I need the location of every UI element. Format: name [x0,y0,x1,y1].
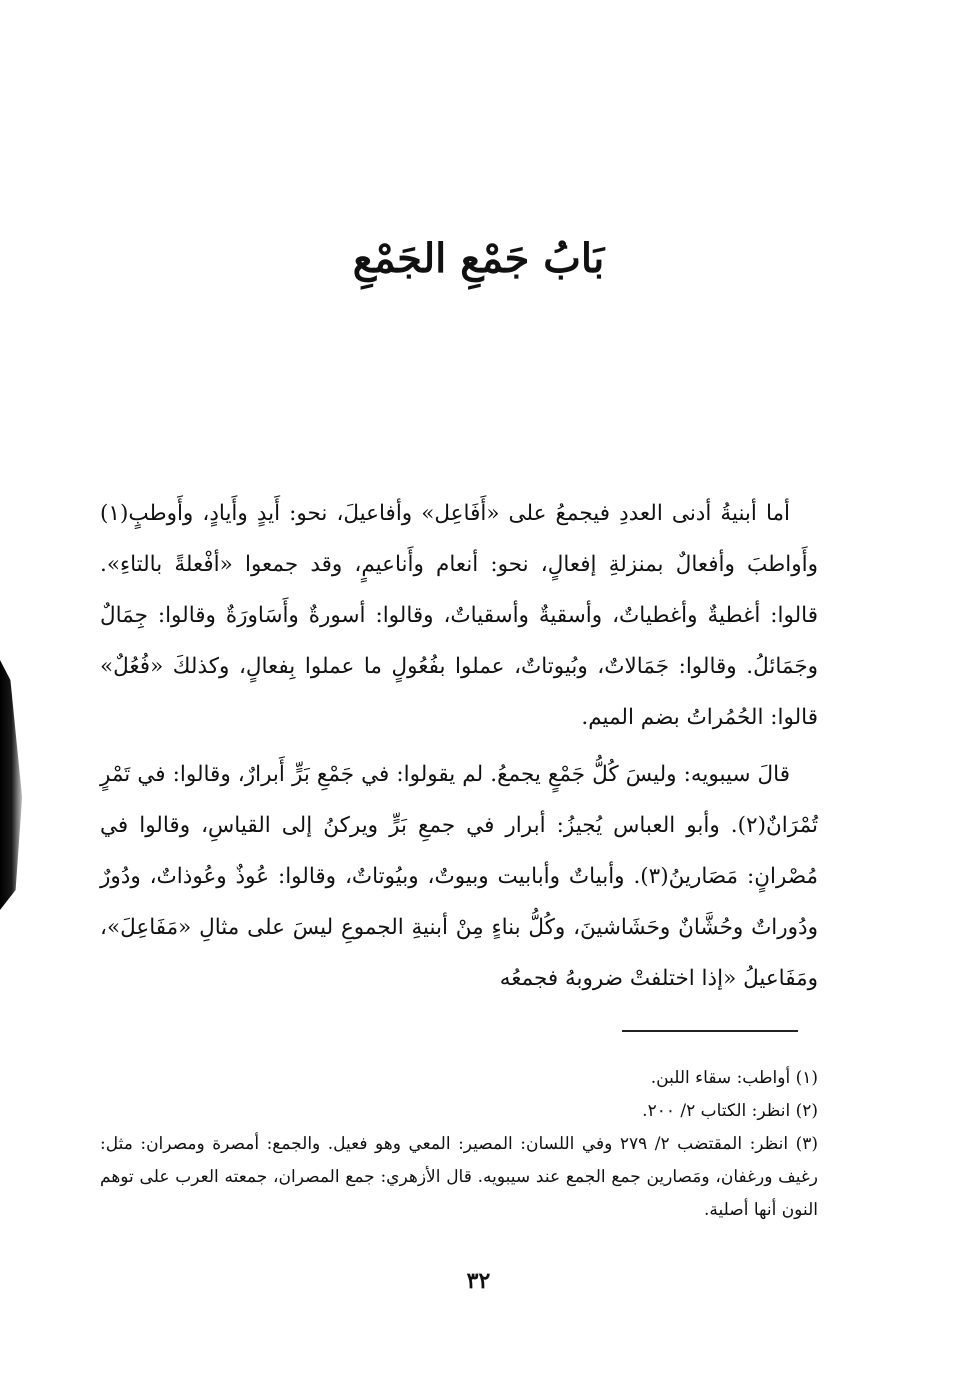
scan-edge-shadow [0,660,26,910]
paragraph-2: قالَ سيبويه: وليسَ كُلُّ جَمْعٍ يجمعُ. لم يقولوا: في جَمْعِ بَرٍّ أَبرارٌ، وقالوا: في تَمْرٍ تُمْرَانٌ(٢). وأبو العباس يُجيزُ: أبرار في جمعِ بَرٍّ ويركنُ إلى القياسِ، وقالوا في مُصْرانٍ: مَصَارينُ(٣). وأبياتٌ وأبابيت وبيوتٌ، وبيُوتاتٌ، وقالوا: عُوذٌ وعُوذاتٌ، ودُورٌ ودُوراتٌ وحُشَّانٌ وحَشَاشينَ، وكُلُّ بناءٍ مِنْ أبنيةِ الجموعِ ليسَ على مثالِ «مَفَاعِلَ»، ومَفَاعيلُ «إذا اختلفتْ ضروبهُ فجمعُه [100,762,818,991]
footnote-2: (٢) انظر: الكتاب ٢/ ٢٠٠. [642,1101,818,1121]
page-number: ٣٢ [466,1268,491,1294]
main-text [100,488,818,1004]
footnote-separator [622,1030,798,1032]
chapter-title: بَابُ جَمْعِ الجَمْعِ [352,235,605,282]
footnote-3: (٣) انظر: المقتضب ٢/ ٢٧٩ وفي اللسان: المصير: المعي وهو فعيل. والجمع: أمصرة ومصران: مثل: رغيف ورغفان، ومَصارين جمع الجمع عند سيبويه. قال الأزهري: جمع المصران، جمعته العرب على توهم النون أنها أصلية. [100,1134,818,1220]
footnote-1: (١) أواطب: سقاء اللبن. [650,1068,818,1088]
paragraph-1: أما أبنيةُ أدنى العددِ فيجمعُ على «أَفَاعِل» وأفاعيلَ، نحو: أَيدٍ وأَيادٍ، وأَوطبٍ(١) وأَواطبَ وأفعالٌ بمنزلةِ إفعالٍ، نحو: أنعام وأَناعيمٍ، وقد جمعوا «أفْعلةً بالتاءِ». قالوا: أغطيةٌ وأغطياتٌ، وأسقيةٌ وأسقياتٌ، وقالوا: أسورةٌ وأَسَاورَةٌ وقالوا: جِمَالٌ وجَمَائلُ. وقالوا: جَمَالاتٌ، وبُيوتاتٌ، عملوا بفُعُولٍ ما عملوا بِفعالٍ، وكذلكَ «فُعُلٌ» قالوا: الحُمُراتُ بضم الميم. [100,501,818,730]
footnotes [100,1062,818,1227]
